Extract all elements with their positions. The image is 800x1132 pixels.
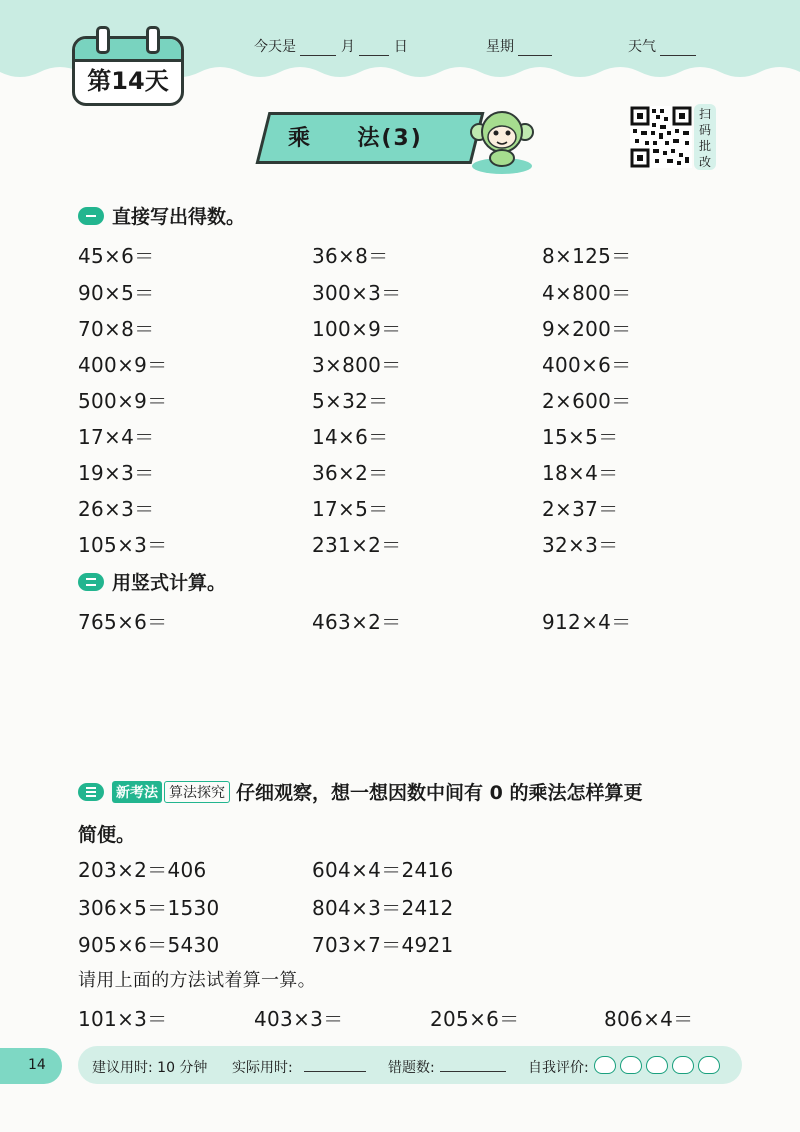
rating-face-icon[interactable] xyxy=(594,1056,616,1074)
problem: 32×3＝ xyxy=(542,533,619,557)
example: 703×7＝4921 xyxy=(312,933,454,957)
section-number-one-icon xyxy=(78,207,104,225)
footer-bar xyxy=(78,1046,742,1084)
problem: 17×5＝ xyxy=(312,497,389,521)
problem: 36×8＝ xyxy=(312,244,389,268)
weather-field: 天气 xyxy=(628,36,696,56)
example: 306×5＝1530 xyxy=(78,896,220,920)
rating-face-icon[interactable] xyxy=(620,1056,642,1074)
problem: 300×3＝ xyxy=(312,281,402,305)
problem: 500×9＝ xyxy=(78,389,168,413)
page-number: 14 xyxy=(28,1057,46,1073)
day-calendar-badge xyxy=(72,26,182,104)
problem: 2×37＝ xyxy=(542,497,619,521)
actual-time-label: 实际用时: xyxy=(232,1060,293,1076)
problem: 400×9＝ xyxy=(78,353,168,377)
date-field: 今天是 月 日 xyxy=(254,39,408,55)
vertical-problem: 463×2＝ xyxy=(312,610,402,634)
problem: 14×6＝ xyxy=(312,425,389,449)
problem: 17×4＝ xyxy=(78,425,155,449)
rating-face-icon[interactable] xyxy=(672,1056,694,1074)
problem: 8×125＝ xyxy=(542,244,632,268)
qr-code-icon[interactable] xyxy=(630,106,692,168)
practice-problem: 101×3＝ xyxy=(78,1007,168,1031)
suggested-time: 建议用时: 10 分钟 xyxy=(92,1060,208,1076)
practice-problem: 205×6＝ xyxy=(430,1007,520,1031)
title-left: 乘 xyxy=(288,126,313,151)
section-number-three-icon xyxy=(78,783,104,801)
problem: 9×200＝ xyxy=(542,317,632,341)
page-number-tab xyxy=(0,1048,62,1084)
problem: 400×6＝ xyxy=(542,353,632,377)
example: 604×4＝2416 xyxy=(312,858,454,882)
rating-faces xyxy=(594,1056,724,1075)
instruction: 请用上面的方法试着算一算。 xyxy=(78,970,316,991)
problem: 15×5＝ xyxy=(542,425,619,449)
problem: 45×6＝ xyxy=(78,244,155,268)
section3-heading: 新考法 算法探究 仔细观察，想一想因数中间有 0 的乘法怎样算更 xyxy=(78,778,642,805)
problem: 36×2＝ xyxy=(312,461,389,485)
errors-blank[interactable] xyxy=(440,1057,506,1072)
problem: 3×800＝ xyxy=(312,353,402,377)
problem: 19×3＝ xyxy=(78,461,155,485)
qr-caption: 扫码批改 xyxy=(694,104,716,170)
problem: 231×2＝ xyxy=(312,533,402,557)
problem: 90×5＝ xyxy=(78,281,155,305)
example: 203×2＝406 xyxy=(78,858,207,882)
section1-heading: 直接写出得数。 xyxy=(78,202,245,229)
problem: 2×600＝ xyxy=(542,389,632,413)
problem: 100×9＝ xyxy=(312,317,402,341)
weekday-blank[interactable] xyxy=(518,41,552,56)
problem: 105×3＝ xyxy=(78,533,168,557)
vertical-problem: 912×4＝ xyxy=(542,610,632,634)
new-method-tag: 新考法 xyxy=(112,781,162,803)
calendar-ring-icon xyxy=(96,26,110,54)
errors-label: 错题数: xyxy=(388,1060,435,1076)
lesson-title xyxy=(262,112,532,172)
problem: 5×32＝ xyxy=(312,389,389,413)
self-eval-label: 自我评价: xyxy=(528,1060,589,1076)
weekday-field: 星期 xyxy=(486,36,552,56)
algorithm-explore-tag: 算法探究 xyxy=(164,781,230,803)
practice-problem: 806×4＝ xyxy=(604,1007,694,1031)
problem: 26×3＝ xyxy=(78,497,155,521)
day-blank[interactable] xyxy=(359,41,389,56)
vertical-problem: 765×6＝ xyxy=(78,610,168,634)
problem: 70×8＝ xyxy=(78,317,155,341)
actual-time-blank[interactable] xyxy=(304,1057,366,1072)
weather-blank[interactable] xyxy=(660,41,696,56)
section-number-two-icon xyxy=(78,573,104,591)
section2-heading: 用竖式计算。 xyxy=(78,568,226,595)
title-right: 法(3) xyxy=(357,126,423,151)
example: 905×6＝5430 xyxy=(78,933,220,957)
section3-heading-cont: 简便。 xyxy=(78,824,136,846)
problem: 18×4＝ xyxy=(542,461,619,485)
calendar-ring-icon xyxy=(146,26,160,54)
month-blank[interactable] xyxy=(300,41,336,56)
rating-face-icon[interactable] xyxy=(698,1056,720,1074)
rating-face-icon[interactable] xyxy=(646,1056,668,1074)
example: 804×3＝2412 xyxy=(312,896,454,920)
practice-problem: 403×3＝ xyxy=(254,1007,344,1031)
monkey-mascot-icon xyxy=(467,104,537,176)
problem: 4×800＝ xyxy=(542,281,632,305)
day-label: 第14天 xyxy=(87,67,169,95)
